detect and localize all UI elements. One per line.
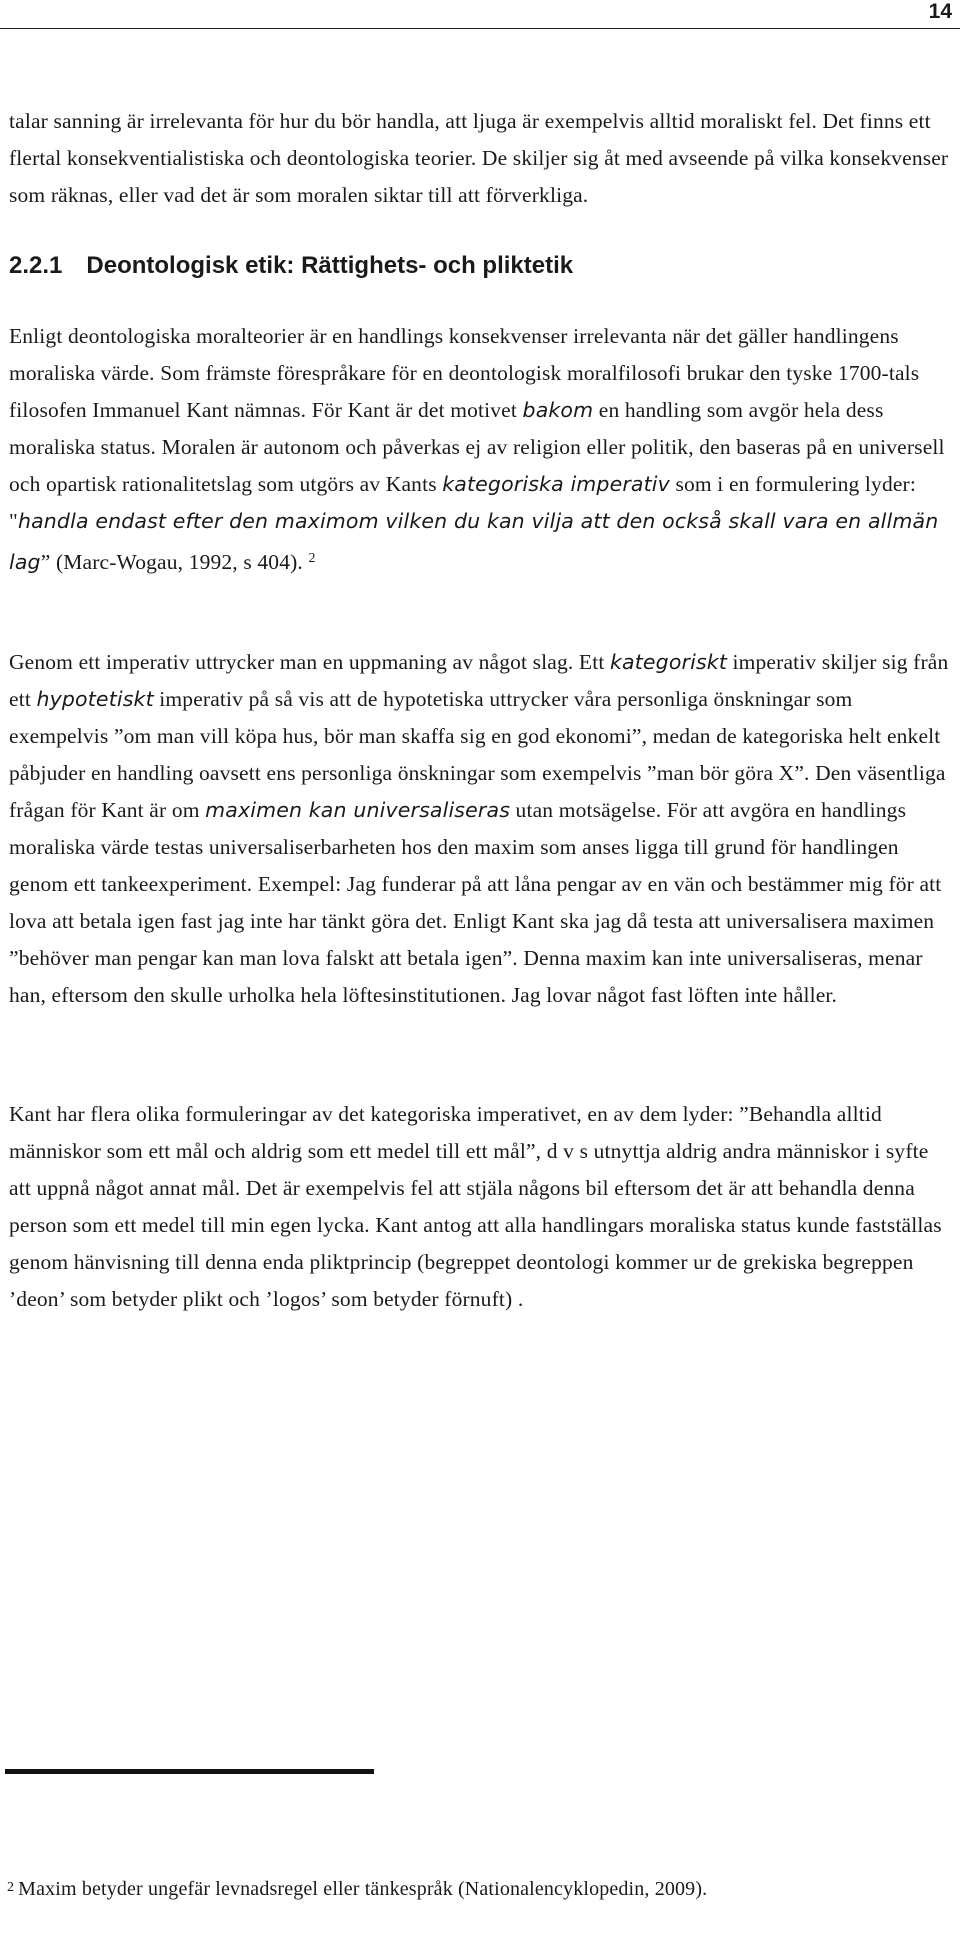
emphasis-quote: handla endast efter den maximom vilken du kan vilja att den också skall vara en allmän lag [9, 509, 939, 574]
paragraph-intro: talar sanning är irrelevanta för hur du bör handla, att ljuga är exempelvis alltid moraliskt fel. Det finns ett flertal konsekventialistiska och deontologiska teorier. De skiljer sig åt med avseende på vilka konsekvenser som räknas, eller vad det är som moralen siktar till att förverkliga. [9, 109, 949, 207]
section-title: Deontologisk etik: Rättighets- och pliktetik [86, 252, 574, 279]
paragraph-deontology [9, 318, 954, 581]
paragraph-imperative [9, 644, 954, 1014]
page-header [0, 0, 960, 29]
text-run: utan motsägelse. För att avgöra en handlings moraliska värde testas universaliserbarheten hos den maxim som anses ligga till grund för handlingen genom ett tankeexperiment. Exempel: Jag funderar på att låna pengar av en vän och bestämmer mig för att lova att betala igen fast jag inte har tänkt göra det. Enligt Kant ska jag då testa att universalisera maximen ”behöver man pengar kan man lova falskt att betala igen”. Denna maxim kan inte universaliseras, menar han, eftersom den skulle urholka hela löftesinstitutionen. Jag lovar något fast löften inte håller. [9, 798, 942, 1007]
paragraph-formulations: Kant har flera olika formuleringar av det kategoriska imperativet, en av dem lyder: ”Behandla alltid människor som ett mål och aldrig som ett medel till ett mål”, d v s utnyttja aldrig andra människor i syfte att uppnå något annat mål. Det är exempelvis fel att stjäla någons bil eftersom det är att behandla denna person som ett medel till min egen lycka. Kant antog att alla handlingars moraliska status kunde fastställas genom hänvisning till denna enda pliktprincip (begreppet deontologi kommer ur de grekiska begreppen ’deon’ som betyder plikt och ’logos’ som betyder förnuft) . [9, 1102, 942, 1311]
emphasis: kategoriskt [610, 650, 728, 674]
emphasis: maximen kan universaliseras [205, 798, 511, 822]
page-body [9, 103, 954, 1318]
section-heading [9, 248, 954, 284]
emphasis: hypotetiskt [36, 687, 154, 711]
footnote-separator [5, 1769, 374, 1774]
emphasis: kategoriska imperativ [442, 472, 670, 496]
page-number: 14 [928, 0, 952, 23]
footnote-marker: 2 [7, 1880, 15, 1895]
footnote-reference[interactable]: 2 [308, 551, 316, 566]
footnote [7, 1869, 952, 1908]
text-run: en handling som avgör hela dess moraliska status. Moralen är autonom och påverkas ej av religion eller politik, den baseras på en universell och opartisk rationalitetslag som utgörs av Kants [9, 398, 945, 496]
text-run: Genom ett imperativ uttrycker man en uppmaning av något slag. Ett [9, 650, 610, 674]
text-run: imperativ på så vis att de hypotetiska uttrycker våra personliga önskningar som exempelvis ”om man vill köpa hus, bör man skaffa sig en god ekonomi”, medan de kategoriska helt enkelt påbjuder en handling oavsett ens personliga önskningar som exempelvis ”man bör göra X”. Den väsentliga frågan för Kant är om [9, 687, 946, 822]
text-run: Enligt deontologiska moralteorier är en handlings konsekvenser irrelevanta när det gäller handlingens moraliska värde. Som främste förespråkare för en deontologisk moralfilosofi brukar den tyske 1700-tals filosofen Immanuel Kant nämnas. För Kant är det motivet [9, 324, 920, 422]
emphasis: bakom [522, 398, 594, 422]
text-run: som i en formulering lyder: " [9, 472, 916, 533]
section-number: 2.2.1 [9, 252, 63, 279]
footnote-text: Maxim betyder ungefär levnadsregel eller tänkespråk (Nationalencyklopedin, 2009). [18, 1878, 708, 1900]
text-run: imperativ skiljer sig från ett [9, 650, 949, 711]
text-run: ” (Marc-Wogau, 1992, s 404). [40, 550, 309, 574]
